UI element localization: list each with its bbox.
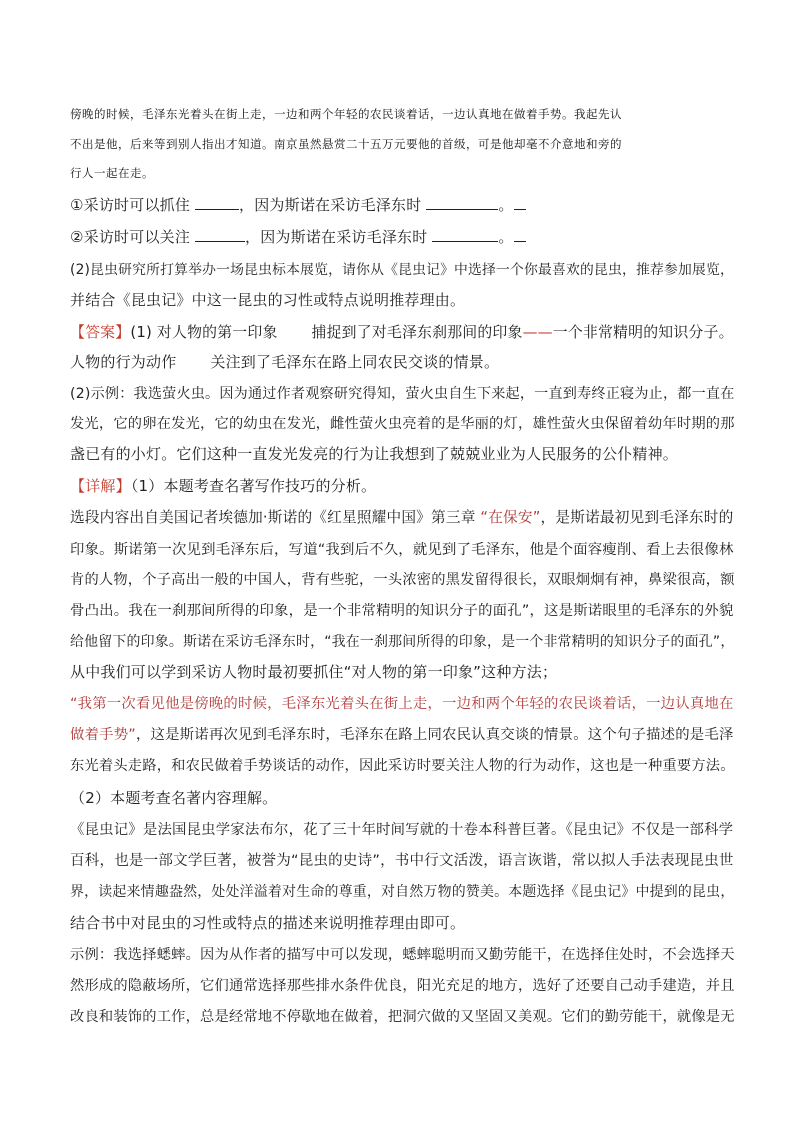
question-1a-end: 。 xyxy=(498,196,514,214)
quote-line-2: 不出是他，后来等到别人指出才知道。南京虽然悬赏二十五万元要他的首级，可是他却毫不介意地和旁的 xyxy=(70,137,622,151)
detail-p1-line-6: 从中我们可以学到采访人物时最初要抓住“对人物的第一印象”这种方法； xyxy=(70,663,558,681)
answer-line-1 xyxy=(70,322,734,342)
detail-heading-2: （2）本题考查名著内容理解。 xyxy=(70,789,278,807)
detail-head-1: （1）本题考查名著写作技巧的分析。 xyxy=(130,477,377,495)
detail-p1-line-5: 给他留下的印象。斯诺在采访毛泽东时，“我在一刹那间所得的印象，是一个非常精明的知识分子的面孔”， xyxy=(70,634,735,650)
question-1a-mid: ，因为斯诺在采访毛泽东时 xyxy=(239,196,422,214)
detail-p3-line-3: 界，读起来情趣盎然，处处洋溢着对生命的尊重，对自然万物的赞美。本题选择《昆虫记》中提到的昆虫， xyxy=(70,884,735,900)
detail-p1-line-1-c: ，是斯诺最初见到毛泽东时的 xyxy=(540,509,734,526)
answer-example-line-3: 盏已有的小灯。它们这种一直发光发亮的行为让我想到了兢兢业业为人民服务的公仆精神。 xyxy=(70,445,679,463)
question-1b xyxy=(70,227,526,247)
answer-1-number: (1) xyxy=(130,323,152,341)
detail-p4-line-1: 示例：我选择蟋蟀。因为从作者的描写中可以发现，蟋蟀聪明而又勤劳能干，在选择住处时，不会选择天 xyxy=(70,947,735,963)
question-2-line-1: (2)昆虫研究所打算举办一场昆虫标本展览，请你从《昆虫记》中选择一个你最喜欢的昆虫，推荐参加展览， xyxy=(70,262,734,278)
detail-p1-line-1-a: 选段内容出自美国记者埃德加·斯诺的《红星照耀中国》第三章 xyxy=(70,509,476,526)
detail-p2-line-2-rest: ，这是斯诺再次见到毛泽东时，毛泽东在路上同农民认真交谈的情景。这个句子描述的是毛泽 xyxy=(135,727,734,743)
detail-p1-line-1-quote: “在保安” xyxy=(480,509,541,526)
detail-p2-line-2-quote: 做着手势” xyxy=(70,727,136,743)
question-1b-end: 。 xyxy=(498,228,514,246)
answer-example-line-1: (2)示例：我选萤火虫。因为通过作者观察研究得知，萤火虫自生下来起，一直到寿终正寝为止，都一直在 xyxy=(70,386,735,402)
detail-tag: 【详解】 xyxy=(70,477,131,495)
question-1a xyxy=(70,195,526,215)
detail-heading-1 xyxy=(70,476,376,496)
detail-p3-line-4: 结合书中对昆虫的习性或特点的描述来说明推荐理由即可。 xyxy=(70,914,466,932)
answer-1-part-2: 捕捉到了对毛泽东刹那间的印象 xyxy=(311,323,523,341)
detail-p2-line-2 xyxy=(70,725,734,745)
question-1b-mid: ，因为斯诺在采访毛泽东时 xyxy=(245,228,428,246)
answer-2-part-2: 关注到了毛泽东在路上同农民交谈的情景。 xyxy=(210,353,500,371)
answer-blank-1a-1[interactable] xyxy=(195,195,239,210)
answer-example-line-2: 发光，它的卵在发光，它的幼虫在发光，雌性萤火虫亮着的是华丽的灯，雄性萤火虫保留着幼年时期的那 xyxy=(70,416,735,432)
answer-line-2 xyxy=(70,352,499,372)
detail-p1-line-1 xyxy=(70,508,733,528)
detail-p1-line-2: 印象。斯诺第一次见到毛泽东后，写道“我到后不久，就见到了毛泽东，他是个面容瘦削、看上去很像林 xyxy=(70,542,734,558)
answer-blank-1b-2[interactable] xyxy=(432,227,498,242)
answer-blank-1b-1[interactable] xyxy=(195,227,245,242)
answer-1-part-3: 一个非常精明的知识分子。 xyxy=(552,323,734,341)
detail-p4-line-2: 然形成的隐蔽场所，它们通常选择那些排水条件优良，阳光充足的地方，选好了还要自己动手建造，并且 xyxy=(70,978,735,994)
answer-blank-1a-tail xyxy=(514,195,526,210)
detail-p2-line-1: “我第一次看见他是傍晚的时候，毛泽东光着头在街上走，一边和两个年轻的农民谈着话，一边认真地在 xyxy=(70,696,734,712)
detail-p2-line-3: 东光着头走路，和农民做着手势谈话的动作，因此采访时要关注人物的行为动作，这也是一种重要方法。 xyxy=(70,758,735,774)
answer-1-part-1: 对人物的第一印象 xyxy=(156,323,278,341)
answer-tag: 【答案】 xyxy=(70,323,131,341)
answer-blank-1a-2[interactable] xyxy=(426,195,498,210)
detail-p3-line-2: 百科，也是一部文学巨著，被誉为“昆虫的史诗”，书中行文活泼，语言诙谐，常以拟人手法表现昆虫世 xyxy=(70,853,734,869)
answer-blank-1b-tail xyxy=(514,227,526,242)
detail-p1-line-4: 骨凸出。我在一刹那间所得的印象，是一个非常精明的知识分子的面孔”，这是斯诺眼里的毛泽东的外貌 xyxy=(70,603,734,619)
question-2-line-2: 并结合《昆虫记》中这一昆虫的习性或特点说明推荐理由。 xyxy=(70,291,466,309)
question-1b-prefix: ②采访时可以关注 xyxy=(70,228,191,246)
quote-line-3: 行人一起在走。 xyxy=(70,166,154,180)
answer-2-part-1: 人物的行为动作 xyxy=(70,353,177,371)
answer-1-dash: —— xyxy=(522,323,553,341)
detail-p3-line-1: 《昆虫记》是法国昆虫学家法布尔，花了三十年时间写就的十卷本科普巨著。《昆虫记》不仅是一部科学 xyxy=(70,822,734,838)
detail-p1-line-3: 肯的人物，个子高出一般的中国人，背有些驼，一头浓密的黑发留得很长，双眼炯炯有神，鼻梁很高，额 xyxy=(70,572,735,588)
question-1a-prefix: ①采访时可以抓住 xyxy=(70,196,191,214)
detail-p4-line-3: 改良和装饰的工作，总是经常地不停歇地在做着，把洞穴做的又坚固又美观。它们的勤劳能干，就像是无 xyxy=(70,1009,735,1025)
quote-line-1: 傍晚的时候，毛泽东光着头在街上走，一边和两个年轻的农民谈着话，一边认真地在做着手势。我起先认 xyxy=(70,107,622,121)
